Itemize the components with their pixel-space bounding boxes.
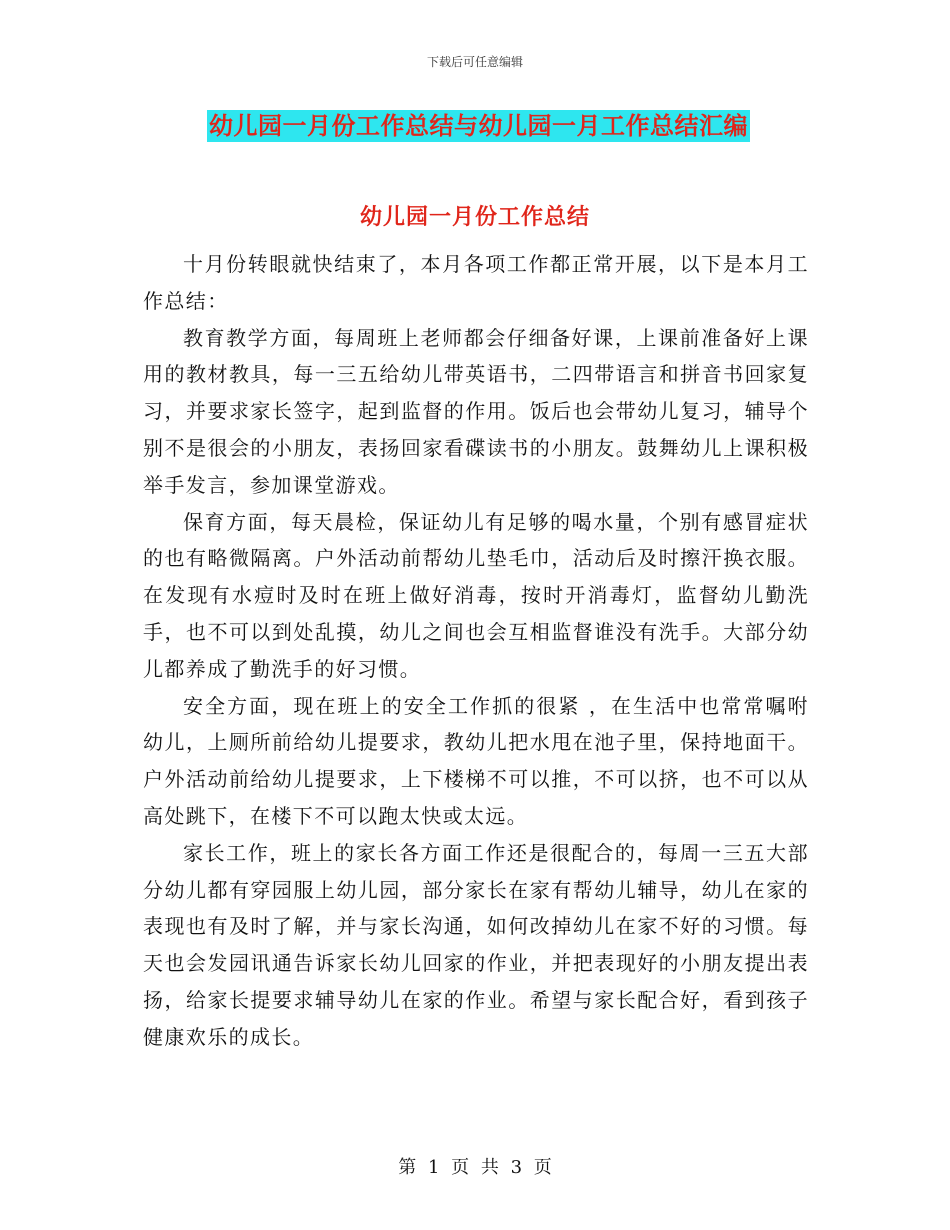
header-note: 下载后可任意编辑 <box>426 55 523 69</box>
paragraph-parents: 家长工作，班上的家长各方面工作还是很配合的，每周一三五大部分幼儿都有穿园服上幼儿园，部分家长在家有帮幼儿辅导，幼儿在家的表现也有及时了解，并与家长沟通，如何改掉幼儿在家不好的习惯。每天也会发园讯通告诉家长幼儿回家的作业，并把表现好的小朋友提出表扬，给家长提要求辅导幼儿在家的作业。希望与家长配合好，看到孩子健康欢乐的成长。 <box>143 840 809 1049</box>
page-footer: 第 1 页 共 3 页 <box>398 1157 552 1178</box>
paragraph-safety: 安全方面，现在班上的安全工作抓的很紧 ，在生活中也常常嘱咐幼儿，上厕所前给幼儿提要求，教幼儿把水甩在池子里，保持地面干。户外活动前给幼儿提要求，上下楼梯不可以推，不可以挤，也不可以从高处跳下，在楼下不可以跑太快或太远。 <box>143 693 809 828</box>
main-title: 幼儿园一月份工作总结与幼儿园一月工作总结汇编 <box>209 112 748 140</box>
paragraph-teaching: 教育教学方面，每周班上老师都会仔细备好课，上课前准备好上课用的教材教具，每一三五给幼儿带英语书，二四带语言和拼音书回家复习，并要求家长签字，起到监督的作用。饭后也会带幼儿复习，辅导个别不是很会的小朋友，表扬回家看碟读书的小朋友。鼓舞幼儿上课积极举手发言，参加课堂游戏。 <box>143 325 809 497</box>
paragraph-care: 保育方面，每天晨检，保证幼儿有足够的喝水量，个别有感冒症状的也有略微隔离。户外活动前帮幼儿垫毛巾，活动后及时擦汗换衣服。在发现有水痘时及时在班上做好消毒，按时开消毒灯，监督幼儿勤洗手，也不可以到处乱摸，幼儿之间也会互相监督谁没有洗手。大部分幼儿都养成了勤洗手的好习惯。 <box>143 509 809 681</box>
document-body <box>143 246 809 1056</box>
section-title: 幼儿园一月份工作总结 <box>359 205 590 230</box>
paragraph-intro: 十月份转眼就快结束了，本月各项工作都正常开展，以下是本月工作总结： <box>143 252 809 313</box>
